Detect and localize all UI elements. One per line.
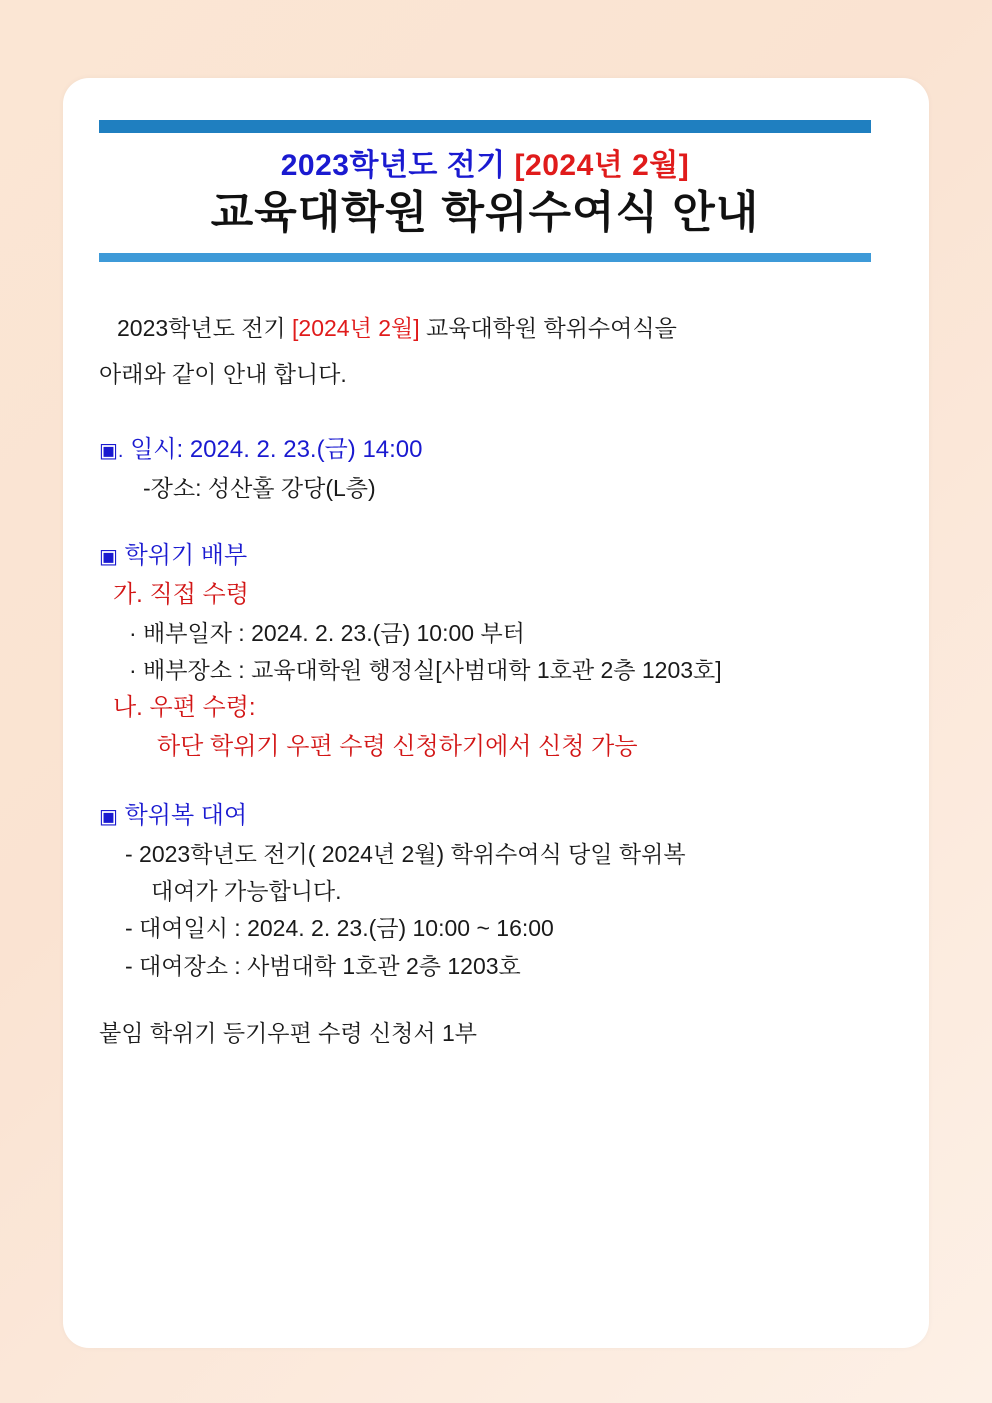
section-2-title: 학위기 배부 bbox=[124, 541, 248, 569]
section-3-heading bbox=[99, 797, 889, 836]
notice-body bbox=[99, 310, 889, 1052]
page-title-block bbox=[99, 133, 871, 245]
spacer-3 bbox=[99, 767, 889, 797]
section-2-marker-icon: ▣ bbox=[99, 545, 118, 568]
intro-text-b: 교육대학원 학위수여식을 bbox=[419, 315, 677, 342]
section-2-line-4: 나. 우편 수령: bbox=[113, 694, 256, 722]
section-3-line-4: - 대여장소 : 사범대학 1호관 2층 1203호 bbox=[125, 952, 521, 979]
title-line-1 bbox=[99, 147, 871, 185]
attachment-note: 붙임 학위기 등기우편 수령 신청서 1부 bbox=[99, 1019, 478, 1046]
intro-date-highlight: [2024년 2월] bbox=[292, 315, 420, 342]
title-term-label: 2023학년도 전기 bbox=[280, 149, 515, 182]
spacer-2 bbox=[99, 507, 889, 537]
page-inner bbox=[99, 120, 893, 1052]
section-3-line-3: - 대여일시 : 2024. 2. 23.(금) 10:00 ~ 16:00 bbox=[125, 915, 554, 942]
section-1-marker-icon: ▣. bbox=[99, 439, 124, 462]
section-3-line-2: 대여가 가능합니다. bbox=[151, 878, 342, 905]
intro-text-a: 2023학년도 전기 bbox=[117, 315, 293, 342]
section-3-marker-icon: ▣ bbox=[99, 805, 118, 828]
section-2-line-3: · 배부장소 : 교육대학원 행정실[사범대학 1호관 2층 1203호] bbox=[129, 656, 722, 683]
title-date-highlight: [2024년 2월] bbox=[514, 149, 690, 182]
section-1-heading bbox=[99, 431, 889, 470]
title-line-2: 교육대학원 학위수여식 안내 bbox=[210, 187, 760, 237]
notice-page bbox=[63, 78, 929, 1348]
spacer-1 bbox=[99, 401, 889, 431]
section-2-line-2: · 배부일자 : 2024. 2. 23.(금) 10:00 부터 bbox=[129, 619, 525, 646]
section-3-title: 학위복 대여 bbox=[124, 801, 248, 829]
intro-paragraph bbox=[99, 310, 889, 347]
section-2-line-1: 가. 직접 수령 bbox=[113, 580, 249, 608]
section-1-title: 일시: 2024. 2. 23.(금) 14:00 bbox=[130, 435, 423, 463]
section-2-heading bbox=[99, 537, 889, 576]
section-3-line-1: - 2023학년도 전기( 2024년 2월) 학위수여식 당일 학위복 bbox=[125, 840, 686, 867]
header-rule-bottom bbox=[99, 253, 871, 262]
intro-paragraph-line2: 아래와 같이 안내 합니다. bbox=[99, 360, 347, 387]
section-1-line-1: -장소: 성산홀 강당(L층) bbox=[143, 474, 376, 501]
section-2-line-5: 하단 학위기 우편 수령 신청하기에서 신청 가능 bbox=[157, 733, 638, 761]
header-rule-top bbox=[99, 120, 871, 133]
